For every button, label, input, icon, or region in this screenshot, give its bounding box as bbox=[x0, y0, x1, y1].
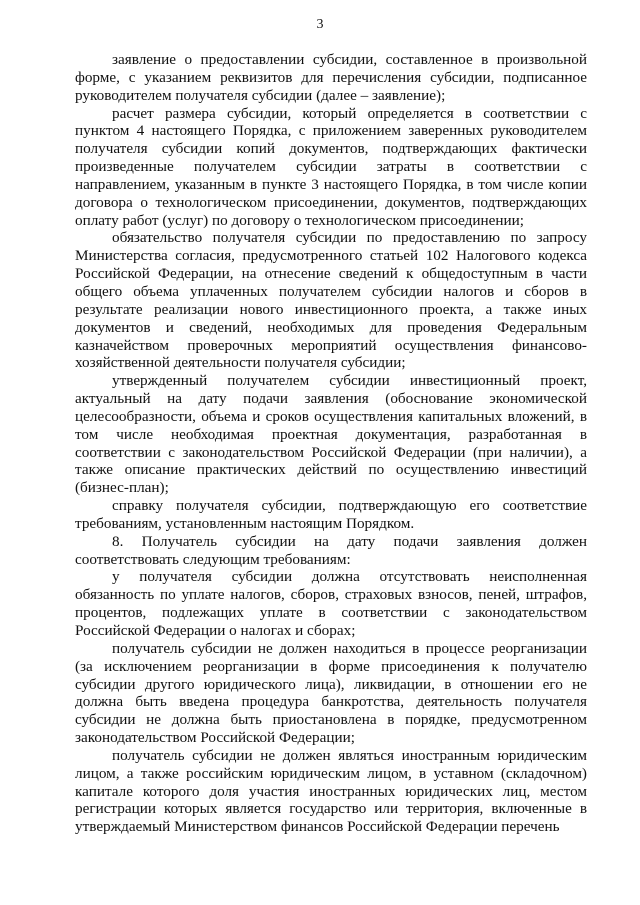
paragraph-no-tax-debt: у получателя субсидии должна отсутствовать неисполненная обязанность по уплате налогов, сборов, страховых взносов, пеней, штрафов, процентов, подлежащих уплате в соответствии с законодательством Российской Федерации о налогах и сборах; bbox=[75, 568, 587, 639]
paragraph-subsidy-calculation: расчет размера субсидии, который определяется в соответствии с пунктом 4 настоящего Порядка, с приложением заверенных руководителем получателя субсидии копий документов, подтверждающих фактически произведенные получателем субсидии затраты в соответствии с направлением, указанным в пункте 3 настоящего Порядка, в том числе копии договора о технологическом присоединении, документов, подтверждающих оплату работ (услуг) по договору о технологическом присоединении; bbox=[75, 104, 587, 229]
page-number: 3 bbox=[316, 17, 324, 32]
paragraph-not-foreign-entity: получатель субсидии не должен являться иностранным юридическим лицом, а также российским юридическим лицом, в уставном (складочном) капитале которого доля участия иностранных юридических лиц, местом регистрации которых является государство или территория, включенные в утверждаемый Министерством финансов Российской Федерации перечень bbox=[75, 746, 587, 836]
document-body bbox=[75, 51, 587, 836]
paragraph-investment-project: утвержденный получателем субсидии инвестиционный проект, актуальный на дату подачи заявления (обоснование экономической целесообразности, объема и сроков осуществления капитальных вложений, в том числе необходимая проектная документация, разработанная в соответствии с законодательством Российской Федерации (при наличии), а также описание практических действий по осуществлению инвестиций (бизнес-план); bbox=[75, 372, 587, 497]
paragraph-compliance-certificate: справку получателя субсидии, подтверждающую его соответствие требованиям, установленным настоящим Порядком. bbox=[75, 497, 587, 532]
paragraph-no-reorganization: получатель субсидии не должен находиться в процессе реорганизации (за исключением реорганизации в форме присоединения к получателю субсидии другого юридического лица), ликвидации, в отношении его не должна быть введена процедура банкротства, деятельность получателя субсидии не должна быть приостановлена в порядке, предусмотренном законодательством Российской Федерации; bbox=[75, 639, 587, 747]
paragraph-consent-obligation: обязательство получателя субсидии по предоставлению по запросу Министерства согласия, предусмотренного статьей 102 Налогового кодекса Российской Федерации, на отнесение сведений к общедоступным в части общего объема уплаченных получателем субсидии налогов и сборов в результате реализации нового инвестиционного проекта, а также иных документов и сведений, необходимых для проведения Федеральным казначейством проверочных мероприятий осуществления финансово-хозяйственной деятельности получателя субсидии; bbox=[75, 229, 587, 372]
paragraph-application-form: заявление о предоставлении субсидии, составленное в произвольной форме, с указанием реквизитов для перечисления субсидии, подписанное руководителем получателя субсидии (далее – заявление); bbox=[75, 51, 587, 104]
paragraph-item-8-requirements: 8. Получатель субсидии на дату подачи заявления должен соответствовать следующим требованиям: bbox=[75, 532, 587, 568]
